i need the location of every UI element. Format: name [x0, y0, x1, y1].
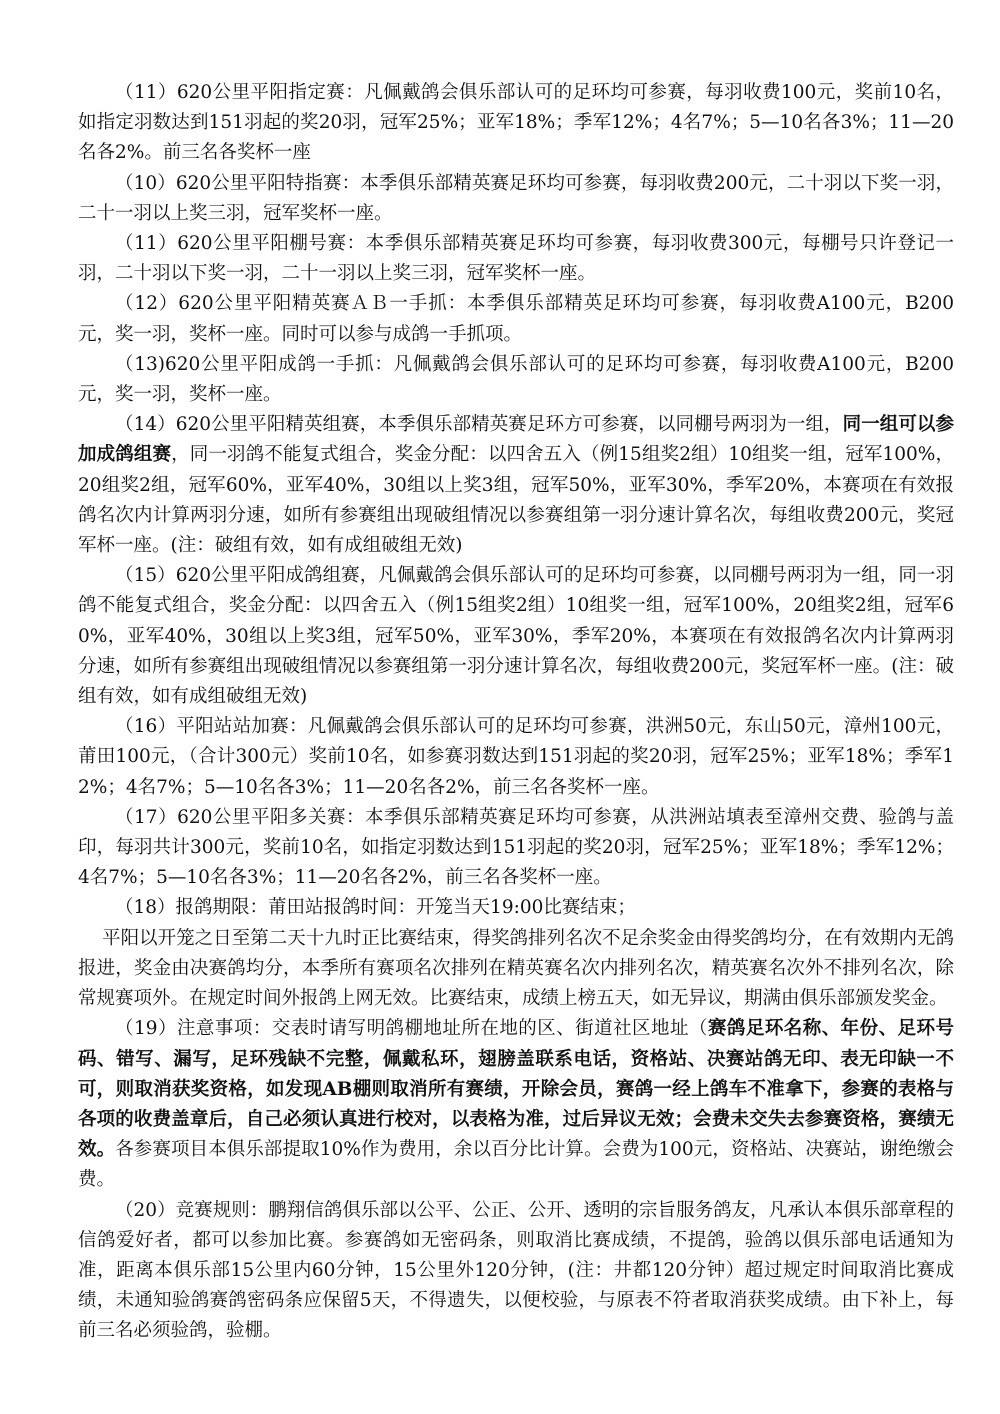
rule-16-station-race: （16）平阳站站加赛：凡佩戴鸽会俱乐部认可的足环均可参赛，洪洲50元，东山50元，漳州100元，莆田100元，（合计300元）奖前10名，如参赛羽数达到151羽起的奖20羽，冠军25%；亚军18%；季军12%；4名7%；5—10名各3%；11—20名各2%，前三名各奖杯一座。	[78, 716, 954, 798]
rule-20-competition-rules: （20）竞赛规则：鹏翔信鸽俱乐部以公平、公正、公开、透明的宗旨服务鸽友，凡承认本俱乐部章程的信鸽爱好者，都可以参加比赛。参赛鸽如无密码条，则取消比赛成绩，不提鸽，验鸽以俱乐部电话通知为准，距离本俱乐部15公里内60分钟，15公里外120分钟，(注：井都120分钟）超过规定时间取消比赛成绩，未通知验鸽赛鸽密码条应保留5天，不得遗失，以便校验，与原表不符者取消获奖成绩。由下补上，每前三名必须验鸽，验棚。	[78, 1199, 954, 1342]
rule-19-text-part-1: （19）注意事项：交表时请写明鸽棚地址所在地的区、街道社区地址（	[115, 1018, 708, 1040]
rule-19-text-part-2: 各参赛项目本俱乐部提取10%作为费用，余以百分比计算。会费为100元，资格站、决赛站，谢绝缴会费。	[78, 1139, 954, 1191]
rule-13-adult-bird-race: （13)620公里平阳成鸽一手抓：凡佩戴鸽会俱乐部认可的足环均可参赛，每羽收费A100元，B200元，奖一羽，奖杯一座。	[78, 353, 954, 406]
rule-10-special-designated-race: （10）620公里平阳特指赛：本季俱乐部精英赛足环均可参赛，每羽收费200元，二十羽以下奖一羽，二十一羽以上奖三羽，冠军奖杯一座。	[78, 172, 954, 224]
rule-17-multi-stage-race: （17）620公里平阳多关赛：本季俱乐部精英赛足环均可参赛，从洪洲站填表至漳州交费、验鸽与盖印，每羽共计300元，奖前10名，如指定羽数达到151羽起的奖20羽，冠军25%；亚军18%；季军12%；4名7%；5—10名各3%；11—20名各2%，前三名各奖杯一座。	[78, 806, 954, 889]
rule-14-text-part-1: （14）620公里平阳精英组赛，本季俱乐部精英赛足环方可参赛，以同棚号两羽为一组，	[115, 414, 843, 436]
rule-14-bold-text: 同一组可以参加成鸽组赛	[78, 414, 954, 466]
rule-19-notes	[78, 1014, 954, 1195]
rule-18-details: 平阳以开笼之日至第二天十九时正比赛结束，得奖鸽排列名次不足余奖金由得奖鸽均分，在有效期内无鸽报进，奖金由决赛鸽均分，本季所有赛项名次排列在精英赛名次内排列名次，精英赛名次外不排列名次，除常规赛项外。在规定时间外报鸽上网无效。比赛结束，成绩上榜五天，如无异议，期满由俱乐部颁发奖金。	[78, 927, 954, 1010]
document-page	[78, 78, 954, 1347]
rule-15-adult-group-race: （15）620公里平阳成鸽组赛，凡佩戴鸽会俱乐部认可的足环均可参赛，以同棚号两羽为一组，同一羽鸽不能复式组合，奖金分配：以四舍五入（例15组奖2组）10组奖一组，冠军100%，20组奖2组，冠军60%，亚军40%，30组以上奖3组，冠军50%，亚军30%，季军20%，本赛项在有效报鸽名次内计算两羽分速，如所有参赛组出现破组情况以参赛组第一羽分速计算名次，每组收费200元，奖冠军杯一座。(注：破组有效，如有成组破组无效)	[78, 565, 954, 708]
rule-11-designated-race: （11）620公里平阳指定赛：凡佩戴鸽会俱乐部认可的足环均可参赛，每羽收费100元，奖前10名，如指定羽数达到151羽起的奖20羽，冠军25%；亚军18%；季军12%；4名7%；5—10名各3%；11—20名各2%。前三名各奖杯一座	[78, 82, 954, 164]
rule-14-text-part-2: ，同一羽鸽不能复式组合，奖金分配：以四舍五入（例15组奖2组）10组奖一组，冠军100%，20组奖2组，冠军60%，亚军40%，30组以上奖3组，冠军50%，亚军30%，季军20%，本赛项在有效报鸽名次内计算两羽分速，如所有参赛组出现破组情况以参赛组第一羽分速计算名次，每组收费200元，奖冠军杯一座。(注：破组有效，如有成组破组无效)	[78, 444, 954, 557]
rule-12-elite-ab-race: （12）620公里平阳精英赛ＡＢ一手抓：本季俱乐部精英足环均可参赛，每羽收费A100元，B200元，奖一羽，奖杯一座。同时可以参与成鸽一手抓项。	[78, 293, 954, 345]
rule-18-reporting-deadline: （18）报鸽期限：莆田站报鸽时间：开笼当天19:00比赛结束；	[115, 897, 636, 919]
rule-14-elite-group-race	[78, 410, 954, 561]
rule-11-loft-number-race: （11）620公里平阳棚号赛：本季俱乐部精英赛足环均可参赛，每羽收费300元，每棚号只许登记一羽，二十羽以下奖一羽，二十一羽以上奖三羽，冠军奖杯一座。	[78, 233, 954, 285]
rule-19-bold-text: 赛鸽足环名称、年份、足环号码、错写、漏写，足环残缺不完整，佩戴私环，翅膀盖联系电话，资格站、决赛站鸽无印、表无印缺一不可，则取消获奖资格，如发现AB棚则取消所有赛绩，开除会员，赛鸽一经上鸽车不准拿下，参赛的表格与各项的收费盖章后，自己必须认真进行校对，以表格为准，过后异议无效；会费未交失去参赛资格，赛绩无效。	[78, 1018, 954, 1161]
